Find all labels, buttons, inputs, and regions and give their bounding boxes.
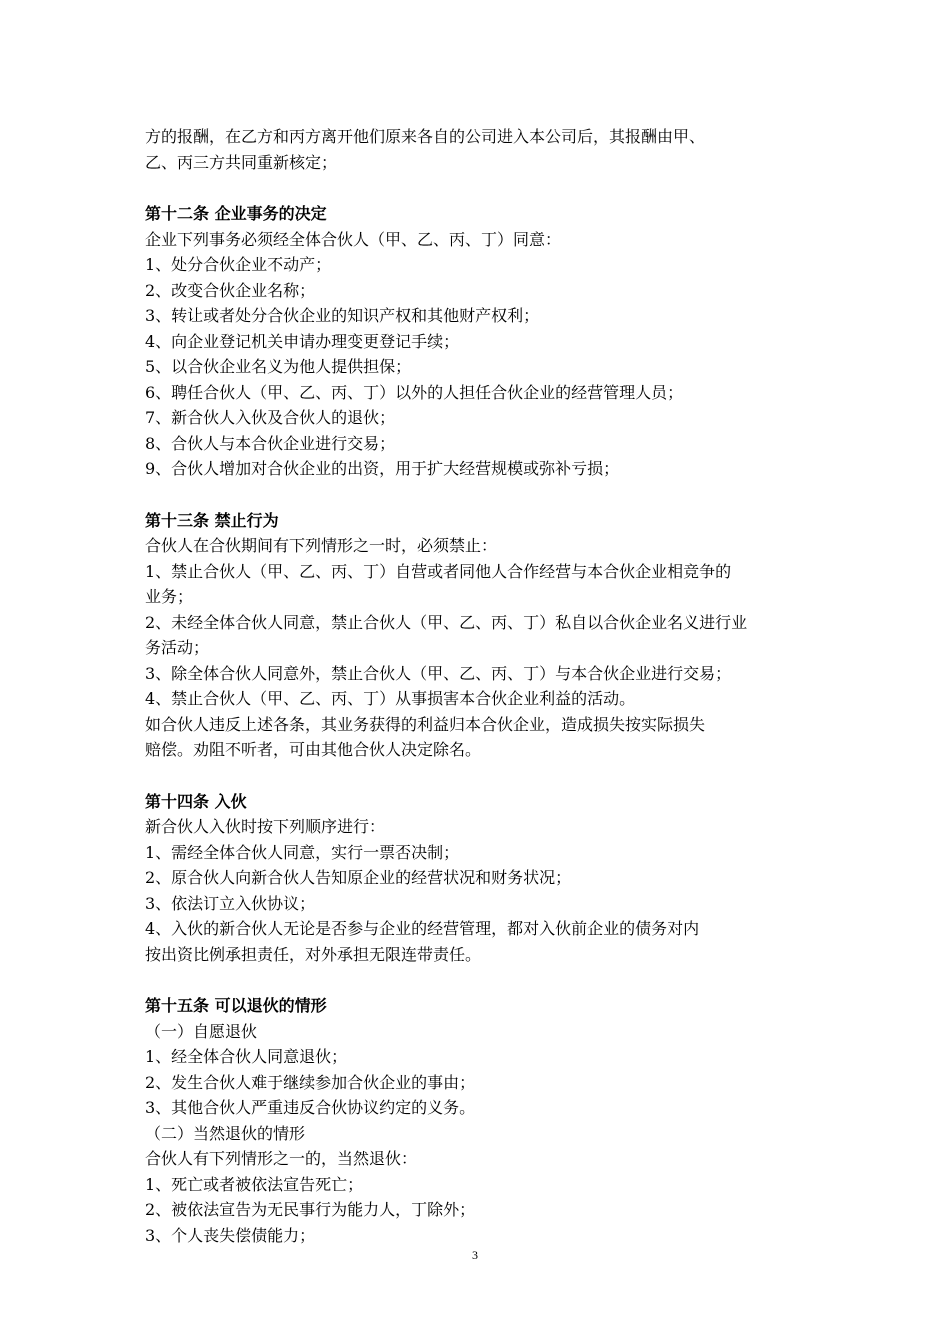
list-item: 4、入伙的新合伙人无论是否参与企业的经营管理，都对入伙前企业的债务对内 (145, 919, 700, 938)
list-item: 1、经全体合伙人同意退伙； (145, 1047, 348, 1066)
section-article-15 (145, 993, 810, 1248)
intro-paragraph (145, 124, 810, 175)
list-item: 3、除全体合伙人同意外，禁止合伙人（甲、乙、丙、丁）与本合伙企业进行交易； (145, 663, 732, 683)
document-body (145, 124, 810, 1248)
list-item: 2、原合伙人向新合伙人告知原企业的经营状况和财务状况； (145, 868, 572, 887)
text-line: 新合伙人入伙时按下列顺序进行： (145, 817, 386, 836)
list-item: 3、转让或者处分合伙企业的知识产权和其他财产权利； (145, 306, 540, 325)
list-item: 3、个人丧失偿债能力； (145, 1225, 316, 1245)
text-line: 乙、丙三方共同重新核定； (145, 152, 338, 172)
list-item: 8、合伙人与本合伙企业进行交易； (145, 433, 396, 453)
list-item: 9、合伙人增加对合伙企业的出资，用于扩大经营规模或弥补亏损； (145, 459, 620, 478)
list-item: 7、新合伙人入伙及合伙人的退伙； (145, 408, 396, 427)
page-number: 3 (472, 1248, 478, 1262)
list-item: 1、死亡或者被依法宣告死亡； (145, 1174, 364, 1194)
text-line: 合伙人在合伙期间有下列情形之一时，必须禁止： (145, 536, 498, 555)
section-heading: 第十四条 入伙 (145, 791, 247, 811)
section-article-13 (145, 508, 810, 763)
list-item: 业务； (145, 587, 194, 606)
list-item: 务活动； (145, 638, 210, 657)
list-item: 6、聘任合伙人（甲、乙、丙、丁）以外的人担任合伙企业的经营管理人员； (145, 382, 684, 402)
list-item: 4、禁止合伙人（甲、乙、丙、丁）从事损害本合伙企业利益的活动。 (145, 689, 636, 708)
section-article-14 (145, 789, 810, 968)
text-line: 合伙人有下列情形之一的，当然退伙： (145, 1149, 418, 1168)
list-item: 按出资比例承担责任，对外承担无限连带责任。 (145, 944, 482, 964)
list-item: 2、改变合伙企业名称； (145, 280, 316, 300)
list-item: 1、处分合伙企业不动产； (145, 255, 332, 274)
subheading: （二）当然退伙的情形 (145, 1123, 306, 1143)
text-line: 赔偿。劝阻不听者，可由其他合伙人决定除名。 (145, 740, 482, 759)
text-line: 方的报酬，在乙方和丙方离开他们原来各自的公司进入本公司后，其报酬由甲、 (145, 127, 706, 146)
list-item: 2、未经全体合伙人同意，禁止合伙人（甲、乙、丙、丁）私自以合伙企业名义进行业 (145, 612, 748, 632)
list-item: 1、需经全体合伙人同意，实行一票否决制； (145, 842, 460, 862)
section-heading: 第十三条 禁止行为 (145, 510, 279, 530)
section-heading: 第十五条 可以退伙的情形 (145, 996, 327, 1015)
list-item: 2、被依法宣告为无民事行为能力人，丁除外； (145, 1200, 476, 1219)
section-article-12 (145, 201, 810, 482)
subheading: （一）自愿退伙 (145, 1021, 258, 1041)
list-item: 1、禁止合伙人（甲、乙、丙、丁）自营或者同他人合作经营与本合伙企业相竞争的 (145, 561, 732, 581)
list-item: 5、以合伙企业名义为他人提供担保； (145, 357, 412, 376)
list-item: 4、向企业登记机关申请办理变更登记手续； (145, 331, 460, 351)
list-item: 2、发生合伙人难于继续参加合伙企业的事由； (145, 1072, 476, 1092)
text-line: 如合伙人违反上述各条，其业务获得的利益归本合伙企业，造成损失按实际损失 (145, 714, 706, 734)
text-line: 企业下列事务必须经全体合伙人（甲、乙、丙、丁）同意： (145, 229, 562, 249)
list-item: 3、其他合伙人严重违反合伙协议约定的义务。 (145, 1098, 476, 1117)
section-heading: 第十二条 企业事务的决定 (145, 204, 327, 223)
list-item: 3、依法订立入伙协议； (145, 893, 316, 913)
